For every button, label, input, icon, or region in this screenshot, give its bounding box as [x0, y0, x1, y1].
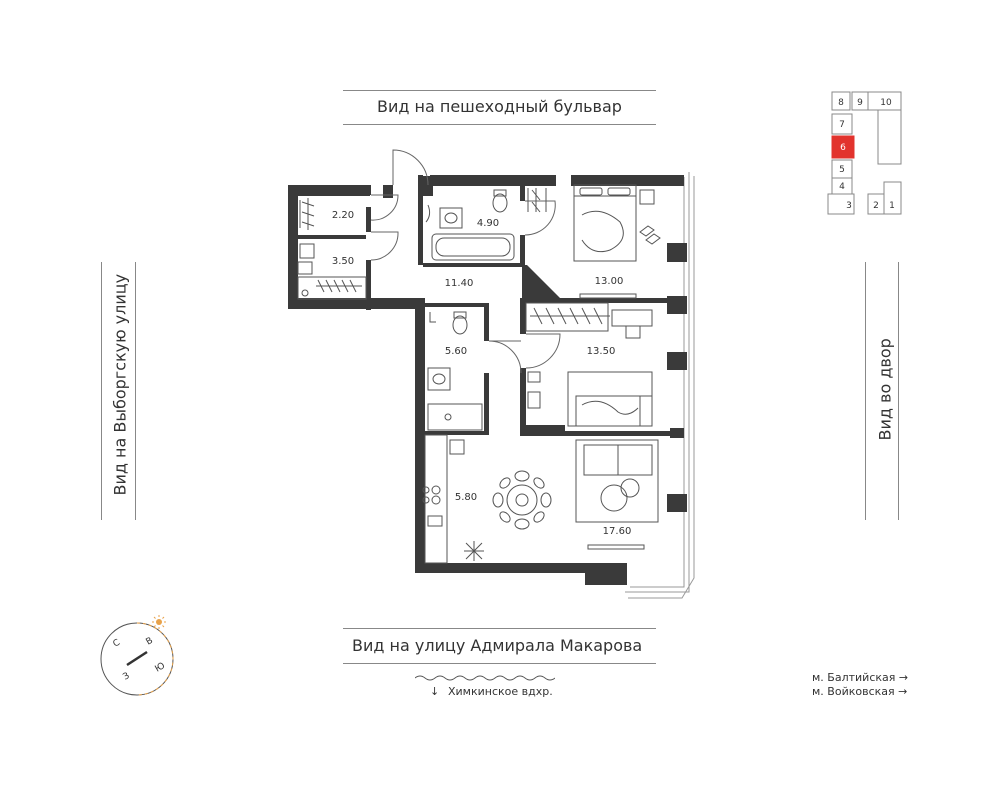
- left-view-label: Вид на Выборгскую улицу: [110, 273, 130, 496]
- arrow-right-icon: →: [898, 685, 908, 698]
- keyplan-label-10: 10: [880, 98, 892, 108]
- bottom-view-label: Вид на улицу Адмирала Макарова: [352, 636, 643, 655]
- top-view-label: Вид на пешеходный бульвар: [377, 97, 622, 116]
- keyplan-wing: [878, 110, 901, 164]
- keyplan-label-2: 2: [873, 201, 879, 211]
- metro-item-baltiyskaya: [812, 671, 908, 684]
- closet-cabinets: [298, 244, 608, 331]
- right-view-line-right: [898, 262, 899, 520]
- walls: [288, 175, 687, 585]
- metro-item-voykovskaya: [812, 685, 907, 698]
- keyplan-label-1: 1: [889, 201, 895, 211]
- room-area-bath2: 5.60: [444, 346, 468, 357]
- keyplan-label-9: 9: [857, 98, 863, 108]
- top-view-line-bottom: [343, 124, 656, 125]
- room-areas: [332, 210, 631, 537]
- keyplan-label-8: 8: [838, 98, 844, 108]
- room-area-bedroom1: 13.00: [594, 276, 624, 287]
- bath1-fixtures: [426, 190, 514, 260]
- water-wave-icon: [415, 673, 555, 683]
- keyplan-label-3: 3: [846, 201, 852, 211]
- water-arrow-icon: ↓: [430, 685, 440, 698]
- top-view-line-top: [343, 90, 656, 91]
- window-frame: [625, 172, 694, 598]
- bath2-fixtures: [428, 312, 482, 430]
- keyplan-label-5: 5: [839, 165, 845, 175]
- keyplan: [824, 88, 904, 218]
- room-area-hall: 11.40: [444, 278, 474, 289]
- water-label: Химкинское вдхр.: [448, 685, 553, 698]
- keyplan-label-4: 4: [839, 182, 845, 192]
- living-furniture: [576, 440, 658, 549]
- sun-icon: [152, 615, 166, 629]
- left-view-line-left: [101, 262, 102, 520]
- metro-name: м. Войковская: [812, 685, 895, 698]
- left-view-line-right: [135, 262, 136, 520]
- kitchen-furniture: [423, 435, 551, 563]
- compass-west: З: [121, 671, 132, 683]
- right-view-line-left: [865, 262, 866, 520]
- bottom-view-line-top: [343, 628, 656, 629]
- compass-south: Ю: [153, 661, 167, 675]
- compass-north: С: [111, 637, 122, 650]
- doors: [371, 150, 560, 373]
- arrow-right-icon: →: [898, 671, 909, 684]
- right-view-label: Вид во двор: [875, 338, 895, 441]
- room-area-closet1: 2.20: [331, 210, 355, 221]
- bedroom1-furniture: [574, 185, 660, 298]
- room-area-bath1: 4.90: [476, 218, 500, 229]
- bottom-view-line-bottom: [343, 663, 656, 664]
- hanger-rails: [300, 188, 610, 324]
- room-area-closet2: 3.50: [331, 256, 355, 267]
- keyplan-label-7: 7: [839, 120, 845, 130]
- bedroom2-furniture: [528, 310, 652, 426]
- compass-east: В: [144, 635, 155, 648]
- room-area-living: 17.60: [602, 526, 632, 537]
- room-area-kitchen: 5.80: [454, 492, 478, 503]
- compass-icon: [95, 612, 185, 702]
- metro-name: м. Балтийская: [812, 671, 896, 684]
- room-area-bedroom2: 13.50: [586, 346, 616, 357]
- keyplan-label-6: 6: [840, 143, 846, 153]
